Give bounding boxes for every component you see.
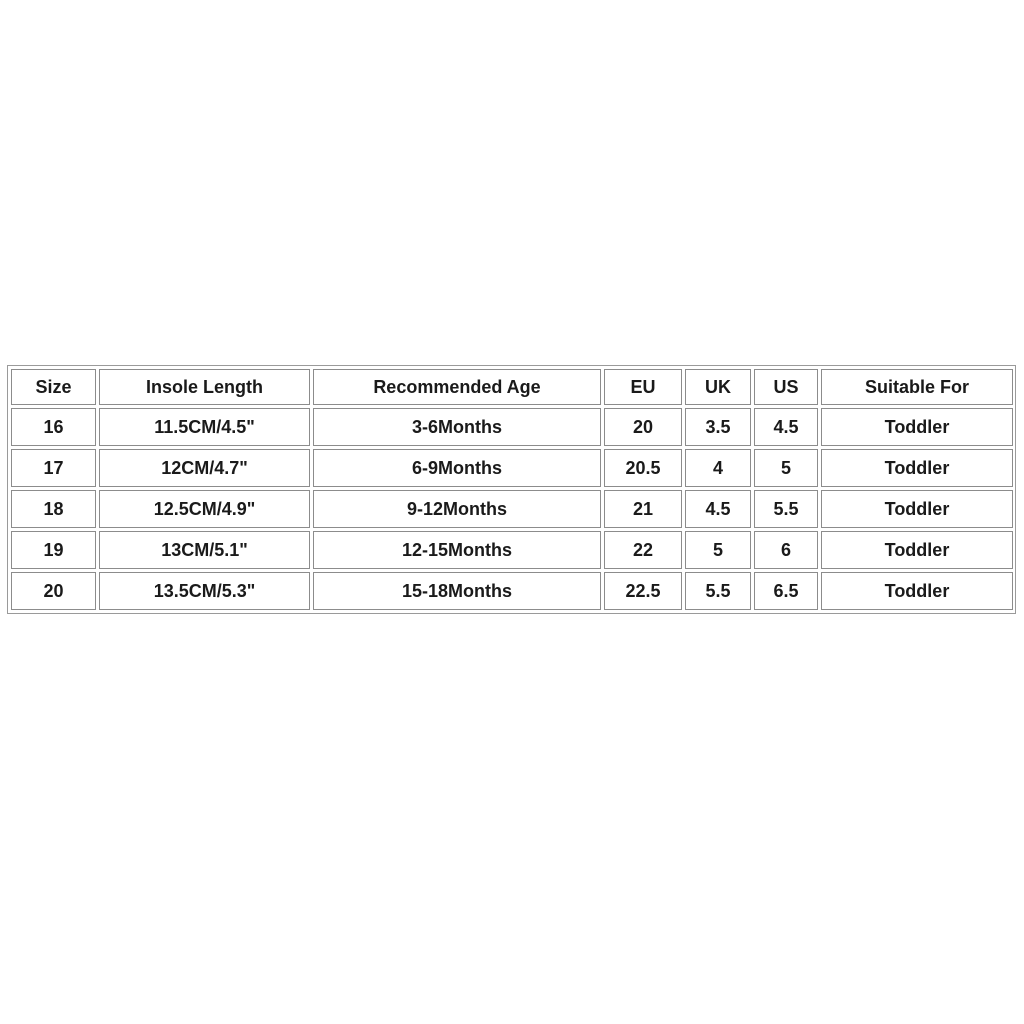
cell-recommended-age: 15-18Months	[313, 572, 601, 610]
cell-size: 16	[11, 408, 96, 446]
cell-eu: 22.5	[604, 572, 682, 610]
cell-eu: 20	[604, 408, 682, 446]
cell-us: 4.5	[754, 408, 818, 446]
column-header-size: Size	[11, 369, 96, 405]
column-header-uk: UK	[685, 369, 751, 405]
cell-size: 17	[11, 449, 96, 487]
column-header-recommended-age: Recommended Age	[313, 369, 601, 405]
cell-us: 6.5	[754, 572, 818, 610]
column-header-us: US	[754, 369, 818, 405]
table-header-row	[11, 369, 1013, 405]
cell-eu: 22	[604, 531, 682, 569]
cell-us: 6	[754, 531, 818, 569]
cell-us: 5	[754, 449, 818, 487]
cell-size: 18	[11, 490, 96, 528]
cell-eu: 20.5	[604, 449, 682, 487]
column-header-suitable-for: Suitable For	[821, 369, 1013, 405]
cell-us: 5.5	[754, 490, 818, 528]
cell-insole-length: 12CM/4.7"	[99, 449, 310, 487]
cell-recommended-age: 12-15Months	[313, 531, 601, 569]
cell-insole-length: 13.5CM/5.3"	[99, 572, 310, 610]
cell-suitable-for: Toddler	[821, 572, 1013, 610]
cell-uk: 4.5	[685, 490, 751, 528]
cell-suitable-for: Toddler	[821, 408, 1013, 446]
size-chart-frame	[7, 365, 1016, 614]
cell-suitable-for: Toddler	[821, 449, 1013, 487]
cell-recommended-age: 9-12Months	[313, 490, 601, 528]
table-row	[11, 408, 1013, 446]
table-row	[11, 490, 1013, 528]
size-chart-table	[8, 366, 1016, 613]
cell-eu: 21	[604, 490, 682, 528]
cell-recommended-age: 6-9Months	[313, 449, 601, 487]
cell-suitable-for: Toddler	[821, 531, 1013, 569]
cell-uk: 5.5	[685, 572, 751, 610]
cell-recommended-age: 3-6Months	[313, 408, 601, 446]
cell-size: 19	[11, 531, 96, 569]
cell-uk: 3.5	[685, 408, 751, 446]
cell-suitable-for: Toddler	[821, 490, 1013, 528]
column-header-insole-length: Insole Length	[99, 369, 310, 405]
table-row	[11, 572, 1013, 610]
cell-insole-length: 12.5CM/4.9"	[99, 490, 310, 528]
cell-insole-length: 13CM/5.1"	[99, 531, 310, 569]
cell-uk: 4	[685, 449, 751, 487]
table-row	[11, 449, 1013, 487]
cell-insole-length: 11.5CM/4.5"	[99, 408, 310, 446]
cell-uk: 5	[685, 531, 751, 569]
column-header-eu: EU	[604, 369, 682, 405]
cell-size: 20	[11, 572, 96, 610]
table-row	[11, 531, 1013, 569]
